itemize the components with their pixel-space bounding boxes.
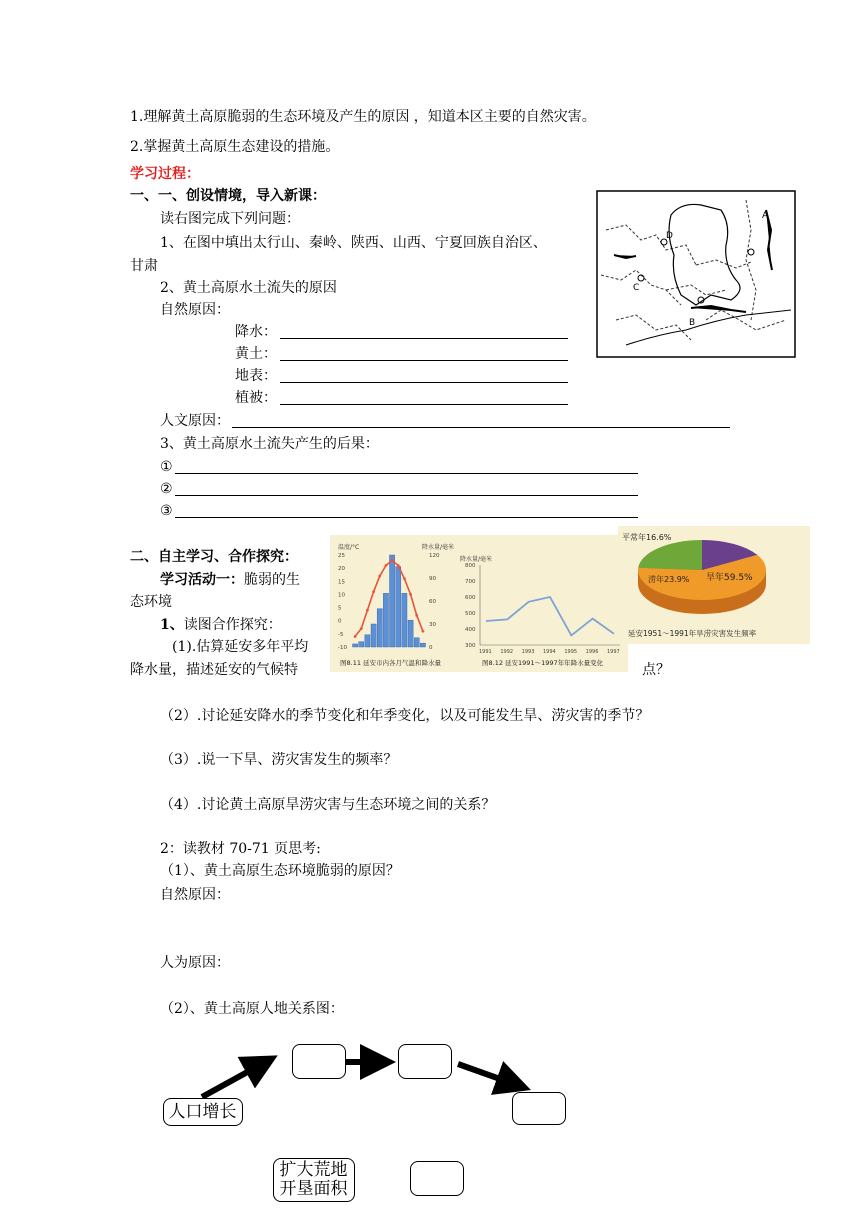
section1-q1-line2: 甘肃 <box>130 258 158 274</box>
climate-right-tick: 60 <box>429 599 436 605</box>
section1-q3: 3、黄土高原水土流失产生的后果： <box>160 436 379 452</box>
precip-line <box>486 597 614 635</box>
climate-right-tick: 120 <box>429 553 440 559</box>
diagram-box-empty-1[interactable] <box>292 1044 346 1079</box>
consequence-1-blank[interactable] <box>175 473 638 474</box>
activity-1-text: 脆弱的生 <box>244 572 300 588</box>
temp-point <box>366 609 369 612</box>
precip-bar <box>420 643 425 647</box>
map-label-c: C <box>633 283 640 293</box>
rain-blank[interactable] <box>280 338 568 339</box>
climate-left-tick: 20 <box>338 566 345 573</box>
climate-left-tick: -5 <box>338 631 344 638</box>
population-label: 人口增长 <box>168 1102 237 1122</box>
precip-bar <box>365 635 370 647</box>
temp-point <box>378 575 381 578</box>
climate-right-tick: 90 <box>429 576 436 582</box>
precip-bar <box>383 593 388 647</box>
climate-caption: 图8.11 延安市内各月气温和降水量 <box>340 659 442 667</box>
precip-bar <box>408 620 413 647</box>
precip-bar <box>396 567 401 648</box>
s2-q2: （2）.讨论延安降水的季节变化和年季变化，以及可能发生旱、涝灾害的季节？ <box>160 708 650 724</box>
item2-natural-label: 自然原因： <box>160 887 230 903</box>
consequence-2-blank[interactable] <box>175 495 638 496</box>
section2-heading: 二、自主学习、合作探究： <box>130 549 298 565</box>
loess-blank[interactable] <box>280 360 568 361</box>
line-x-tick: 1995 <box>564 649 578 655</box>
pie-label-normal: 平常年16.6% <box>622 533 672 542</box>
consequence-3-label: ③ <box>160 503 173 519</box>
climate-left-tick: 5 <box>338 605 342 612</box>
temp-point <box>397 564 400 567</box>
item2: 2：读教材 70-71 页思考: <box>160 841 321 857</box>
item2-human-label: 人为原因： <box>160 955 230 971</box>
s2-q1-line1: (1).估算延安多年平均 <box>172 639 309 655</box>
rain-label: 降水： <box>235 324 277 340</box>
section1-q2: 2、黄土高原水土流失的原因 <box>160 280 337 296</box>
line-x-tick: 1991 <box>479 649 492 655</box>
temp-point <box>403 577 406 580</box>
line-x-tick: 1993 <box>521 649 535 655</box>
precip-bar <box>377 609 382 647</box>
climate-left-tick: -10 <box>338 645 347 651</box>
climate-left-tick: 0 <box>338 618 342 625</box>
temp-point <box>372 590 375 593</box>
natural-cause-label: 自然原因： <box>160 302 230 318</box>
temp-point <box>422 630 425 633</box>
climate-ylabel-right: 降水量/毫米 <box>422 544 455 551</box>
human-cause-blank[interactable] <box>232 427 730 428</box>
process-heading: 学习过程： <box>130 166 200 182</box>
map-label-b: B <box>689 318 696 328</box>
arrow-1 <box>202 1064 262 1097</box>
activity-1 <box>160 571 300 589</box>
climate-charts-figure <box>330 535 628 672</box>
map-label-d: D <box>666 231 673 241</box>
pie-slice-flood <box>638 540 702 570</box>
objective-1: 1.理解黄土高原脆弱的生态环境及产生的原因 ，知道本区主要的自然灾害。 <box>130 109 596 125</box>
pie-chart <box>618 526 810 644</box>
activity-1-line2: 态环境 <box>130 594 172 610</box>
surface-label: 地表： <box>235 368 277 384</box>
pie-chart-figure <box>618 526 810 644</box>
item2-q2: （2）、黄土高原人地关系图： <box>160 1001 344 1017</box>
climate-ylabel-left: 温度/°C <box>338 544 360 551</box>
temp-point <box>354 635 357 638</box>
temp-point <box>385 564 388 567</box>
vegetation-label: 植被： <box>235 390 277 406</box>
precip-bar <box>414 638 419 647</box>
map-label-a: A <box>762 211 769 221</box>
precip-bar <box>390 555 395 647</box>
loess-label: 黄土： <box>235 346 277 362</box>
climate-right-tick: 30 <box>429 622 436 628</box>
climate-left-tick: 15 <box>338 579 345 586</box>
activity-1-label: 学习活动一： <box>160 572 244 588</box>
pie-caption: 延安1951～1991年旱涝灾害发生频率 <box>628 629 757 638</box>
consequence-3-blank[interactable] <box>175 517 638 518</box>
surface-blank[interactable] <box>280 382 568 383</box>
climate-left-tick: 25 <box>338 553 345 559</box>
precip-bar <box>359 642 364 647</box>
consequence-1-label: ① <box>160 459 173 475</box>
loess-plateau-map <box>596 190 796 358</box>
s2-q3: （3）.说一下旱、涝灾害发生的频率？ <box>160 752 398 768</box>
expand-label-line1: 扩大荒地 <box>279 1160 348 1180</box>
line-ylabel: 降水量/毫米 <box>460 556 493 563</box>
objective-2: 2.掌握黄土高原生态建设的措施。 <box>130 139 340 155</box>
precip-bar <box>371 624 376 647</box>
consequence-2-label: ② <box>160 481 173 497</box>
diagram-box-expand <box>273 1158 355 1202</box>
pie-label-flood: 涝年23.9% <box>648 575 690 584</box>
line-x-tick: 1994 <box>543 649 556 655</box>
vegetation-blank[interactable] <box>280 404 568 405</box>
climate-left-tick: 10 <box>338 592 345 599</box>
line-x-tick: 1996 <box>585 649 599 655</box>
line-y-tick: 700 <box>465 579 476 585</box>
diagram-box-empty-2[interactable] <box>398 1044 452 1079</box>
s2-q1-tail: 点？ <box>642 662 670 678</box>
pie-label-drought: 旱年59.5% <box>706 573 753 583</box>
s2-q4: （4）.讨论黄土高原旱涝灾害与生态环境之间的关系？ <box>160 797 496 813</box>
expand-label-line2: 开垦面积 <box>279 1179 348 1199</box>
precip-bar <box>402 593 407 647</box>
diagram-box-empty-4[interactable] <box>410 1161 464 1196</box>
precip-bar <box>353 644 358 647</box>
arrow-3 <box>458 1064 514 1084</box>
section1-intro: 读右图完成下列问题： <box>160 211 300 227</box>
item1 <box>160 616 282 634</box>
temp-point <box>409 593 412 596</box>
item2-q1: （1）、黄土高原生态环境脆弱的原因？ <box>160 863 400 879</box>
section1-q1-line1: 1、在图中填出太行山、秦岭、陕西、山西、宁夏回族自治区、 <box>160 235 547 251</box>
diagram-box-empty-3[interactable] <box>512 1092 566 1125</box>
line-y-tick: 600 <box>465 595 476 601</box>
climate-right-tick: 0 <box>429 645 433 651</box>
line-x-tick: 1997 <box>607 649 620 655</box>
temp-point <box>391 559 394 562</box>
line-y-tick: 400 <box>465 627 476 633</box>
line-x-tick: 1992 <box>500 649 514 655</box>
line-y-tick: 500 <box>465 611 476 617</box>
climate-chart <box>330 535 628 672</box>
line-caption: 图8.12 延安1991～1997年年降水量变化 <box>482 659 604 667</box>
human-cause-label: 人文原因： <box>160 413 230 429</box>
s2-q1-line2: 降水量，描述延安的气候特 <box>130 662 298 678</box>
section1-heading: 一、一、创设情境，导入新课： <box>130 188 326 204</box>
line-y-tick: 800 <box>465 563 476 569</box>
line-y-tick: 300 <box>465 643 476 649</box>
diagram-box-population <box>163 1098 243 1126</box>
item1-text: 读图合作探究： <box>183 617 282 633</box>
temp-point <box>415 614 418 617</box>
temp-point <box>360 627 363 630</box>
item1-num: 1、 <box>160 617 184 633</box>
